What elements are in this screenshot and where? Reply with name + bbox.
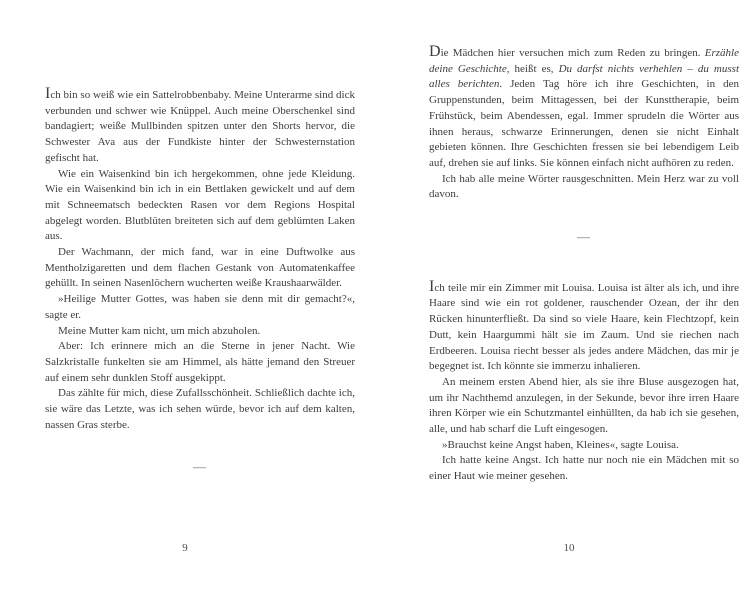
paragraph [45, 167, 355, 246]
paragraph [45, 324, 355, 340]
right-page-text [429, 43, 739, 485]
text-run: . Jeden Tag höre ich ihre Geschichten, in den Gruppenstunden, beim Mittagessen, bei der Kunsttherapie, beim Frühstück, beim Abendessen, egal. Immer sprudeln die Wörter aus ihnen heraus, schwarze Erinnerungen, denen sie nicht Einhalt gebieten können. Ihre Geschichten fressen sie bei lebendigem Leib auf, drehen sie auf links. Sie können einfach nicht aufhören zu reden. [429, 78, 739, 169]
text-run: »Brauchst keine Angst haben, Kleines«, sagte Louisa. [442, 438, 679, 451]
text-run: Ich hab alle meine Wörter rausgeschnitten. Mein Herz war zu voll davon. [429, 172, 739, 201]
right-page-number: 10 [563, 542, 575, 554]
paragraph [45, 386, 355, 433]
paragraph [45, 292, 355, 323]
text-run: , heißt es, [506, 62, 559, 75]
section-separator: — [577, 229, 591, 245]
section-opening-paragraph [429, 277, 739, 375]
italic-text-run: Du darfst nichts verhehlen – du musst alles berichten [429, 62, 739, 91]
text-run: An meinem ersten Abend hier, als sie ihre Bluse ausgezogen hat, um ihr Nachthemd anzulegen, in der Sekunde, bevor ihre irren Haare ihren Körper wie ein Schutzmantel einhüllten, da hab ich sie gesehen, alle, und hab scharf die Luft eingesogen. [429, 375, 739, 436]
section-opening-paragraph [45, 85, 355, 167]
section-opening-paragraph [429, 43, 739, 172]
text-run: Das zählte für mich, diese Zufallsschönheit. Schließlich dachte ich, sie wäre das Letzte, was ich sehen würde, bevor ich auf dem kalten, nassen Gras sterbe. [45, 387, 355, 431]
italic-text-run: Erzähle deine Geschichte [429, 47, 739, 75]
section-separator: — [193, 459, 207, 475]
left-page-text [45, 85, 355, 511]
text-run: Ich hatte keine Angst. Ich hatte nur noch nie ein Mädchen mit so einer Haut wie meiner gesehen. [429, 454, 739, 483]
paragraph [45, 339, 355, 386]
paragraph [429, 375, 739, 438]
text-run: Der Wachmann, der mich fand, war in eine Duftwolke aus Mentholzigaretten und dem flachen Gestank von Automatenkaffee gehüllt. In seinen Nasenlöchern wucherten weiße Kraushaarwälder. [45, 246, 355, 290]
paragraph [429, 172, 739, 203]
paragraph [45, 245, 355, 292]
text-run: Ich teile mir ein Zimmer mit Louisa. Louisa ist älter als ich, und ihre Haare sind wie ein rot goldener, rauschender Ozean, der ihr den Rücken hinunterfließt. Da sind so viele Haare, kein Flechtzopf, kein Dutt, kein Haargummi hält sie im Zaum. Und sie riechen nach Erdbeeren. Louisa riecht besser als jedes andere Mädchen, das mir je begegnet ist. Ich könnte sie immerzu inhalieren. [429, 277, 739, 373]
text-run: Aber: Ich erinnere mich an die Sterne in jener Nacht. Wie Salzkristalle funkelten sie am Himmel, als hätte jemand den Streuer auf einem sehr dunklen Stoff ausgekippt. [45, 340, 355, 384]
text-run: »Heilige Mutter Gottes, was haben sie denn mit dir gemacht?«, sagte er. [45, 293, 355, 321]
text-run: Ich bin so weiß wie ein Sattelrobbenbaby. Meine Unterarme sind dick verbunden und schwer wie Knüppel. Auch meine Oberschenkel sind bandagiert; weiße Mullbinden spitzen unter den Shorts hervor, die Schwester Ava aus der Fundkiste hinter der Schwesternstation gefischt hat. [45, 85, 355, 164]
paragraph [429, 438, 739, 454]
left-page-number: 9 [182, 542, 188, 554]
text-run: Meine Mutter kam nicht, um mich abzuholen. [58, 324, 261, 337]
text-run: Die Mädchen hier versuchen mich zum Reden zu bringen. [429, 43, 705, 60]
text-run: Wie ein Waisenkind bin ich hergekommen, ohne jede Kleidung. Wie ein Waisenkind bin ich in ein Bettlaken gewickelt und auf dem mit Schneematsch bedeckten Rasen vor dem Regions Hospital abgelegt worden. Blutblüten breiteten sich auf dem geblümten Laken aus. [45, 167, 355, 243]
paragraph [429, 453, 739, 484]
